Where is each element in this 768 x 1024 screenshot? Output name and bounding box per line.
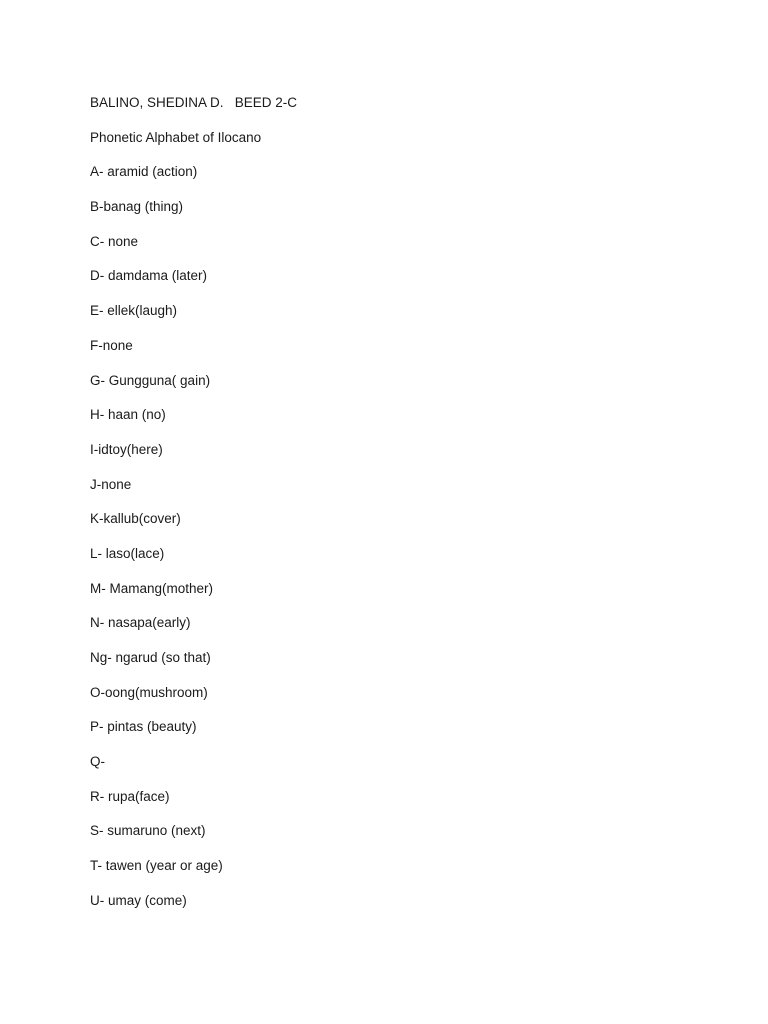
alphabet-entry-j: J-none [90, 476, 132, 492]
alphabet-entry-m: M- Mamang(mother) [90, 580, 214, 596]
alphabet-entry-n: N- nasapa(early) [90, 615, 191, 631]
alphabet-entry-p: P- pintas (beauty) [90, 719, 197, 735]
alphabet-entry-o: O-oong(mushroom) [90, 684, 208, 700]
alphabet-entry-q: Q- [90, 754, 105, 770]
alphabet-entry-t: T- tawen (year or age) [90, 858, 223, 874]
alphabet-entry-g: G- Gungguna( gain) [90, 372, 211, 388]
alphabet-entry-i: I-idtoy(here) [90, 441, 163, 457]
alphabet-entry-a: A- aramid (action) [90, 164, 198, 180]
document-body [90, 94, 690, 927]
alphabet-entry-e: E- ellek(laugh) [90, 303, 178, 319]
alphabet-entry-d: D- damdama (later) [90, 268, 208, 284]
author-line: BALINO, SHEDINA D. BEED 2-C [90, 95, 298, 110]
alphabet-entry-l: L- laso(lace) [90, 545, 165, 561]
alphabet-entry-h: H- haan (no) [90, 407, 166, 423]
alphabet-entry-k: K-kallub(cover) [90, 511, 181, 527]
alphabet-entry-u: U- umay (come) [90, 892, 187, 908]
alphabet-entry-b: B-banag (thing) [90, 199, 184, 215]
alphabet-entry-s: S- sumaruno (next) [90, 823, 206, 839]
document-title: Phonetic Alphabet of Ilocano [90, 129, 262, 145]
alphabet-entry-f: F-none [90, 337, 133, 353]
alphabet-entry-ng: Ng- ngarud (so that) [90, 650, 211, 665]
alphabet-entry-r: R- rupa(face) [90, 788, 170, 804]
alphabet-entry-c: C- none [90, 233, 139, 249]
